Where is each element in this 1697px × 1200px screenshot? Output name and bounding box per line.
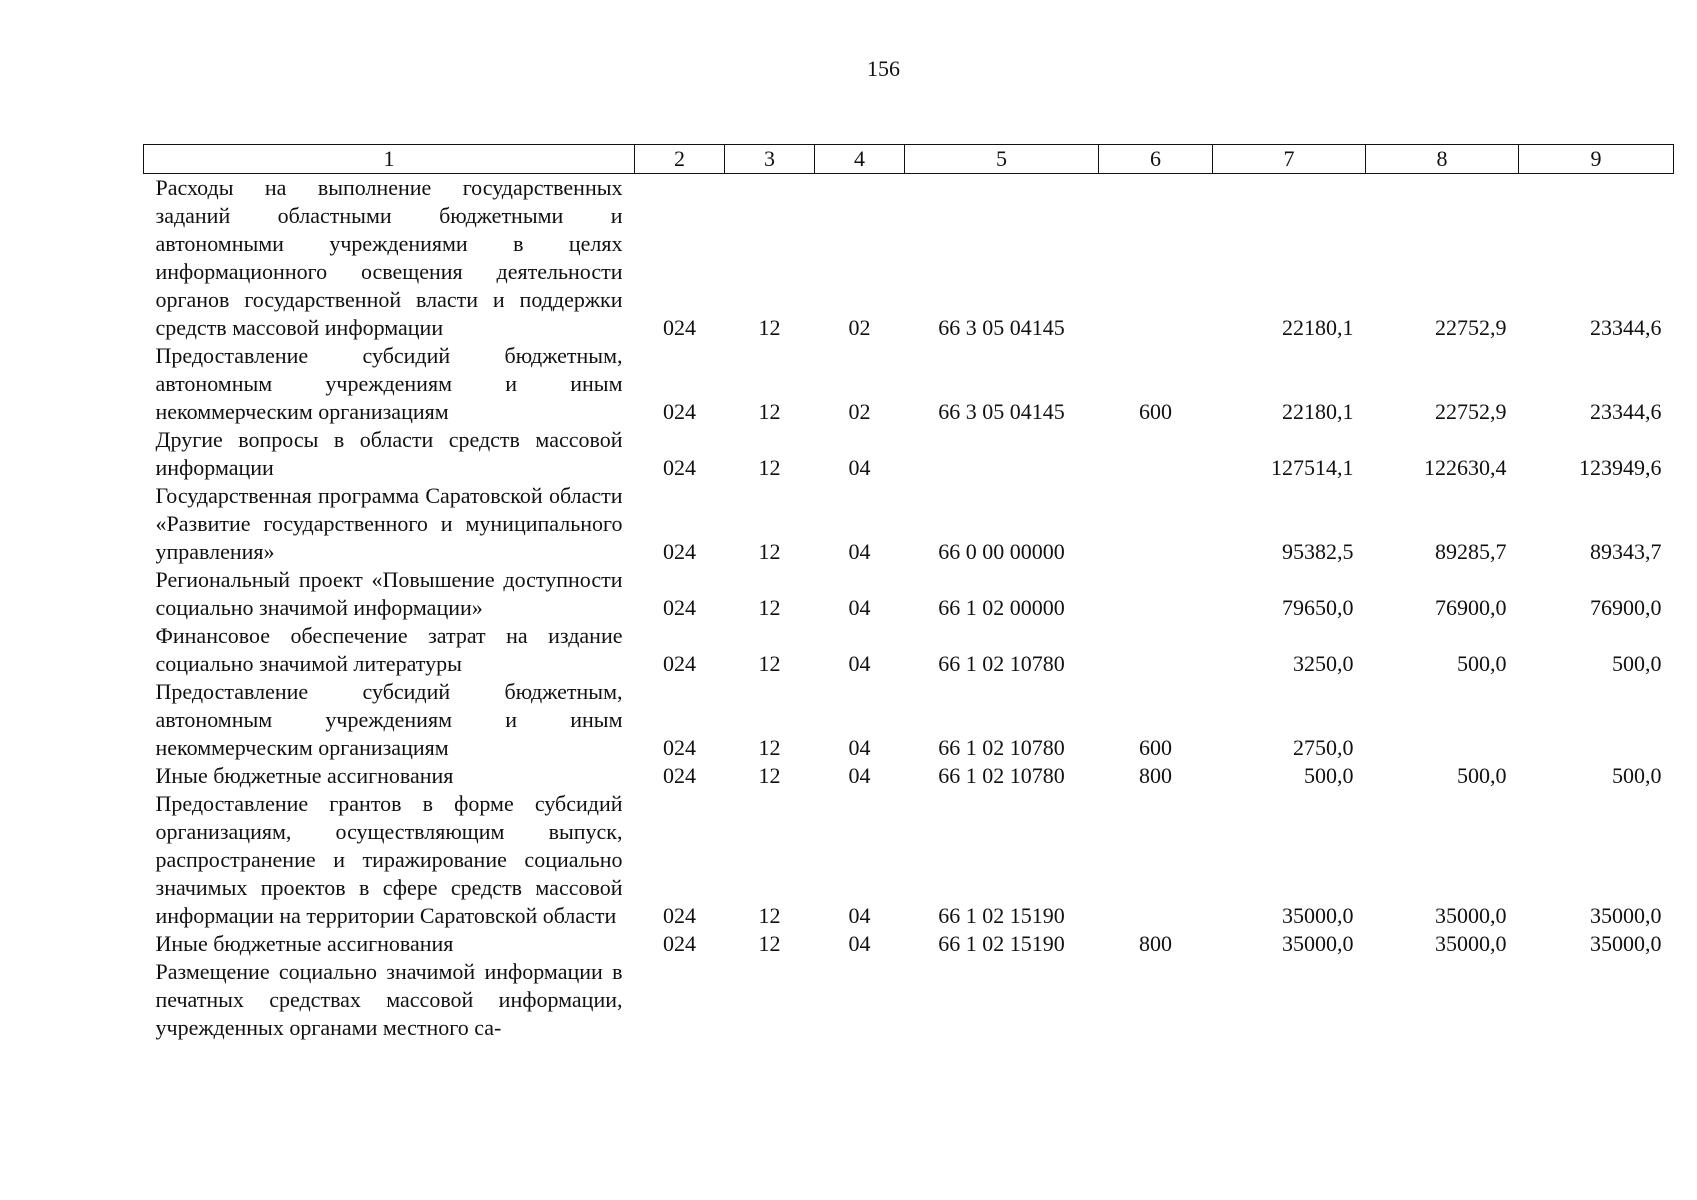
table-row (144, 678, 1674, 762)
row-expense-type (1099, 622, 1213, 678)
row-expense-type: 800 (1139, 931, 1172, 956)
row-amount-year-1: 22180,1 (1282, 315, 1354, 340)
column-header-6: 6 (1099, 145, 1213, 174)
page-number: 156 (867, 56, 900, 81)
row-amount-year-1: 127514,1 (1271, 455, 1354, 480)
row-section-code: 12 (758, 735, 781, 760)
row-amount-year-2: 89285,7 (1435, 539, 1507, 564)
row-target-article: 66 0 00 00000 (938, 539, 1065, 564)
row-amount-year-2: 76900,0 (1435, 595, 1507, 620)
table-row (144, 622, 1674, 678)
row-amount-year-1: 3250,0 (1293, 651, 1354, 676)
column-header-4: 4 (815, 145, 905, 174)
table-body (144, 174, 1674, 1043)
row-description: Иные бюджетные ассигнования (155, 763, 454, 788)
row-amount-year-2 (1366, 958, 1519, 1042)
row-amount-year-2: 35000,0 (1435, 903, 1507, 928)
row-amount-year-1: 2750,0 (1293, 735, 1354, 760)
row-amount-year-2: 22752,9 (1435, 399, 1507, 424)
row-section-code: 12 (758, 399, 781, 424)
row-ministry-code: 024 (663, 763, 696, 788)
row-amount-year-1: 95382,5 (1282, 539, 1354, 564)
row-ministry-code: 024 (663, 931, 696, 956)
row-target-article: 66 1 02 15190 (938, 903, 1065, 928)
row-amount-year-1: 79650,0 (1282, 595, 1354, 620)
row-expense-type (1099, 174, 1213, 343)
row-amount-year-2: 500,0 (1457, 651, 1507, 676)
row-description: Региональный проект «Повышение доступности социально значимой информации» (155, 567, 623, 620)
column-header-5: 5 (905, 145, 1099, 174)
row-amount-year-1 (1213, 958, 1366, 1042)
row-amount-year-3: 35000,0 (1590, 931, 1662, 956)
row-expense-type (1099, 790, 1213, 930)
row-expense-type: 800 (1139, 763, 1172, 788)
row-ministry-code: 024 (663, 315, 696, 340)
budget-table (143, 144, 1674, 1042)
row-subsection-code (815, 958, 905, 1042)
row-subsection-code: 02 (848, 315, 871, 340)
row-expense-type (1099, 482, 1213, 566)
table-row (144, 930, 1674, 958)
row-subsection-code: 04 (848, 735, 871, 760)
row-ministry-code: 024 (663, 735, 696, 760)
row-description: Иные бюджетные ассигнования (155, 931, 454, 956)
row-expense-type: 600 (1139, 399, 1172, 424)
row-target-article (905, 958, 1099, 1042)
row-amount-year-3 (1519, 678, 1674, 762)
row-expense-type: 600 (1139, 735, 1172, 760)
row-target-article: 66 1 02 10780 (938, 735, 1065, 760)
row-ministry-code: 024 (663, 903, 696, 928)
row-section-code: 12 (758, 931, 781, 956)
column-header-3: 3 (725, 145, 815, 174)
row-target-article (905, 426, 1099, 482)
row-expense-type (1099, 426, 1213, 482)
row-amount-year-3: 76900,0 (1590, 595, 1662, 620)
row-amount-year-2: 22752,9 (1435, 315, 1507, 340)
row-ministry-code: 024 (663, 651, 696, 676)
column-header-2: 2 (635, 145, 725, 174)
column-header-1: 1 (144, 145, 635, 174)
column-header-9: 9 (1519, 145, 1674, 174)
row-amount-year-3: 23344,6 (1590, 399, 1662, 424)
row-amount-year-3: 89343,7 (1590, 539, 1662, 564)
row-description: Финансовое обеспечение затрат на издание социально значимой литературы (155, 623, 623, 676)
row-description: Государственная программа Саратовской области «Развитие государственного и муниципального управления» (155, 483, 623, 564)
table-row (144, 762, 1674, 790)
row-description: Предоставление грантов в форме субсидий организациям, осуществляющим выпуск, распространение и тиражирование социально значимых проектов в сфере средств массовой информации на территории Саратовской области (155, 791, 623, 928)
row-amount-year-3: 23344,6 (1590, 315, 1662, 340)
table-row (144, 342, 1674, 426)
table-row (144, 566, 1674, 622)
table-row (144, 482, 1674, 566)
row-section-code: 12 (758, 763, 781, 788)
column-header-7: 7 (1213, 145, 1366, 174)
row-amount-year-3: 500,0 (1612, 651, 1662, 676)
row-section-code: 12 (758, 595, 781, 620)
row-description: Размещение социально значимой информации в печатных средствах массовой информации, учрежденных органами местного са- (155, 959, 623, 1040)
table-row (144, 790, 1674, 930)
row-description: Предоставление субсидий бюджетным, автономным учреждениям и иным некоммерческим организациям (155, 343, 623, 424)
row-amount-year-3 (1519, 958, 1674, 1042)
row-ministry-code: 024 (663, 455, 696, 480)
row-amount-year-1: 22180,1 (1282, 399, 1354, 424)
row-subsection-code: 04 (848, 539, 871, 564)
row-amount-year-1: 35000,0 (1282, 903, 1354, 928)
row-target-article: 66 1 02 00000 (938, 595, 1065, 620)
row-amount-year-1: 35000,0 (1282, 931, 1354, 956)
row-section-code: 12 (758, 455, 781, 480)
row-ministry-code: 024 (663, 595, 696, 620)
row-amount-year-1: 500,0 (1304, 763, 1354, 788)
row-subsection-code: 04 (848, 651, 871, 676)
row-section-code: 12 (758, 651, 781, 676)
row-subsection-code: 04 (848, 763, 871, 788)
row-amount-year-2: 122630,4 (1424, 455, 1507, 480)
row-amount-year-2: 500,0 (1457, 763, 1507, 788)
row-subsection-code: 04 (848, 595, 871, 620)
column-header-8: 8 (1366, 145, 1519, 174)
row-description: Другие вопросы в области средств массовой информации (155, 427, 623, 480)
row-target-article: 66 3 05 04145 (938, 315, 1065, 340)
row-section-code: 12 (758, 903, 781, 928)
row-description: Предоставление субсидий бюджетным, автономным учреждениям и иным некоммерческим организациям (155, 679, 623, 760)
row-target-article: 66 1 02 10780 (938, 763, 1065, 788)
row-expense-type (1099, 566, 1213, 622)
table-row (144, 174, 1674, 343)
table-row (144, 958, 1674, 1042)
row-ministry-code (635, 958, 725, 1042)
row-description: Расходы на выполнение государственных заданий областными бюджетными и автономными учреждениями в целях информационного освещения деятельности органов государственной власти и поддержки средств массовой информации (155, 175, 623, 340)
row-subsection-code: 04 (848, 903, 871, 928)
row-section-code: 12 (758, 315, 781, 340)
row-subsection-code: 04 (848, 931, 871, 956)
table-row (144, 426, 1674, 482)
row-section-code: 12 (758, 539, 781, 564)
row-target-article: 66 1 02 15190 (938, 931, 1065, 956)
row-expense-type (1099, 958, 1213, 1042)
row-subsection-code: 04 (848, 455, 871, 480)
row-target-article: 66 1 02 10780 (938, 651, 1065, 676)
row-target-article: 66 3 05 04145 (938, 399, 1065, 424)
row-subsection-code: 02 (848, 399, 871, 424)
header-row (144, 145, 1674, 174)
row-section-code (725, 958, 815, 1042)
row-amount-year-3: 500,0 (1612, 763, 1662, 788)
row-amount-year-3: 123949,6 (1579, 455, 1662, 480)
row-amount-year-2 (1366, 678, 1519, 762)
table-header (144, 145, 1674, 174)
row-amount-year-3: 35000,0 (1590, 903, 1662, 928)
row-ministry-code: 024 (663, 399, 696, 424)
row-ministry-code: 024 (663, 539, 696, 564)
row-amount-year-2: 35000,0 (1435, 931, 1507, 956)
